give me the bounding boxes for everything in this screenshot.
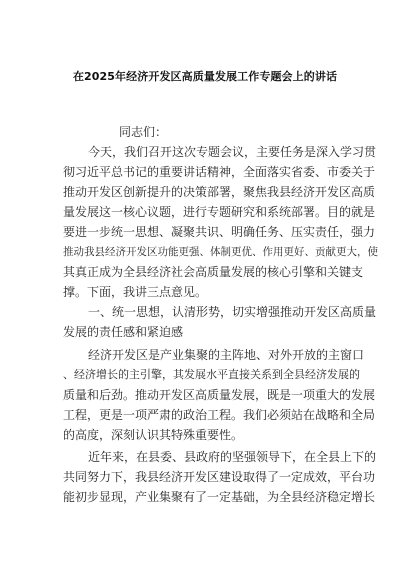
document-title: 在2025年经济开发区高质量发展工作专题会上的讲话 [72,70,338,83]
body-text-line: 经济开发区是产业集聚的主阵地、对外开放的主窗口 [88,348,365,362]
body-text-line: 推动开发区创新提升的决策部署，聚焦我县经济开发区高质 [63,185,376,199]
body-text-line: 今天，我们召开这次专题会议，主要任务是深入学习贯 [88,145,377,159]
body-text-line: 量发展这一核心议题，进行专题研究和系统部署。目的就是 [63,205,376,219]
section-heading-line: 一、统一思想，认清形势，切实增强推动开发区高质量 [88,305,377,319]
body-text-line: 工程，更是一项严肃的政治工程。我们必须站在战略和全局 [63,408,376,422]
salutation-line: 同志们： [119,125,168,139]
body-text-line: 能初步显现，产业集聚有了一定基础，为全县经济稳定增长 [63,490,376,504]
body-text-line: 撑。下面，我讲三点意见。 [63,285,208,299]
body-text-line: 其真正成为全县经济社会高质量发展的核心引擎和关键支 [63,265,364,279]
body-text-line: 近年来，在县委、县政府的坚强领导下，在全县上下的 [88,450,377,464]
section-heading-line: 发展的责任感和紧迫感 [63,325,184,339]
body-text-line: 推动我县经济开发区功能更强、体制更优、作用更好、贡献更大，使 [63,246,378,258]
body-text-line: 彻习近平总书记的重要讲话精神，全面落实省委、市委关于 [63,165,376,179]
body-text-line: 的高度，深刻认识其特殊重要性。 [63,428,244,442]
body-text-line: 共同努力下，我县经济开发区建设取得了一定成效，平台功 [63,470,376,484]
body-text-line: 质量和后劲。推动开发区高质量发展，既是一项重大的发展 [63,388,376,402]
body-text-line: 要进一步统一思想、凝聚共识、明确任务、压实责任，强力 [63,225,376,239]
body-text-line: 、经济增长的主引擎，其发展水平直接关系到全县经济发展的 [63,368,360,381]
